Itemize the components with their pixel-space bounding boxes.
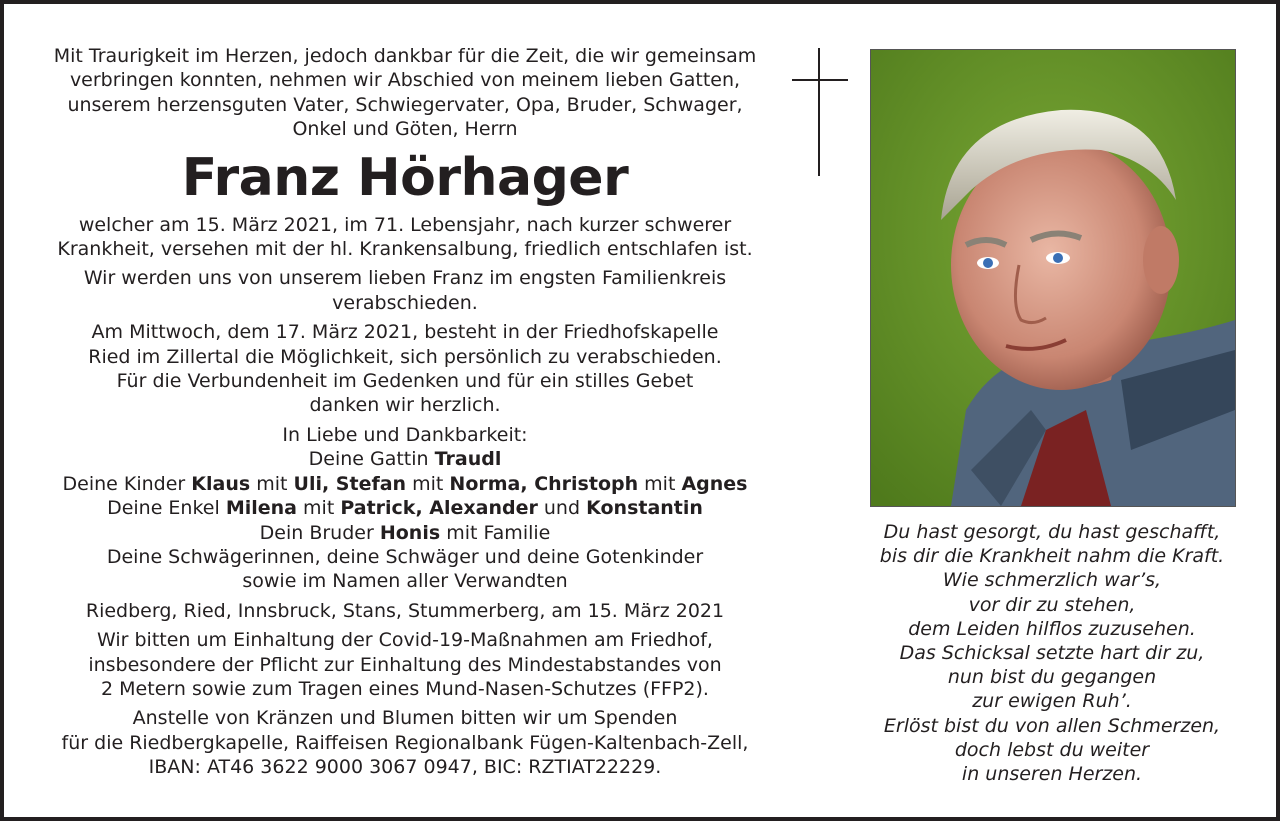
poem-line: vor dir zu stehen, [968, 593, 1136, 616]
farewell-notice [30, 266, 780, 315]
connector-word: und [543, 497, 581, 520]
intro-line: verbringen konnten, nehmen wir Abschied von meinem lieben Gatten, [69, 69, 741, 92]
wife-prefix: Deine Gattin [308, 448, 429, 471]
poem-line: bis dir die Krankheit nahm die Kraft. [879, 545, 1225, 568]
intro-line: Onkel und Göten, Herrn [292, 118, 518, 141]
ceremony-line: Am Mittwoch, dem 17. März 2021, besteht in der Friedhofskapelle [91, 321, 719, 344]
poem-line: zur ewigen Ruh’. [972, 690, 1132, 713]
covid-line: Wir bitten um Einhaltung der Covid-19-Maßnahmen am Friedhof, [97, 629, 713, 652]
covid-line: 2 Metern sowie zum Tragen eines Mund-Nasen-Schutzes (FFP2). [101, 677, 709, 700]
death-notice-line: Krankheit, versehen mit der hl. Krankensalbung, friedlich entschlafen ist. [57, 238, 753, 261]
brother-suffix: mit Familie [446, 521, 551, 544]
death-notice-line: welcher am 15. März 2021, im 71. Lebensjahr, nach kurzer schwerer [78, 213, 732, 236]
child-name: Uli, Stefan [293, 472, 407, 495]
death-notice [30, 213, 780, 262]
children-prefix: Deine Kinder [62, 472, 186, 495]
poem-line: in unseren Herzen. [961, 763, 1143, 786]
cross-vertical-bar [818, 48, 820, 176]
relatives-line: sowie im Namen aller Verwandten [242, 570, 568, 593]
ceremony-line: danken wir herzlich. [309, 394, 501, 417]
mourners-heading: In Liebe und Dankbarkeit: [282, 423, 528, 446]
brother-name: Honis [379, 521, 441, 544]
ceremony-line: Ried im Zillertal die Möglichkeit, sich persönlich zu verabschieden. [88, 345, 722, 368]
poem-line: Das Schicksal setzte hart dir zu, [899, 642, 1205, 665]
poem-line: nun bist du gegangen [947, 666, 1157, 689]
grandchild-name: Konstantin [586, 497, 703, 520]
covid-line: insbesondere der Pflicht zur Einhaltung des Mindestabstandes von [88, 653, 722, 676]
mourners-list [30, 423, 780, 594]
connector-word: mit [644, 472, 676, 495]
farewell-line: Wir werden uns von unserem lieben Franz im engsten Familienkreis [83, 267, 727, 290]
brother-prefix: Dein Bruder [259, 521, 374, 544]
portrait-illustration [871, 50, 1235, 506]
deceased-name: Franz Hörhager [181, 147, 629, 208]
child-name: Klaus [191, 472, 251, 495]
inlaws-line: Deine Schwägerinnen, deine Schwäger und deine Gotenkinder [106, 545, 704, 568]
intro-line: unserem herzensguten Vater, Schwiegervater, Opa, Bruder, Schwager, [67, 93, 743, 116]
intro-text [30, 44, 780, 142]
child-name: Agnes [681, 472, 748, 495]
grandchildren-prefix: Deine Enkel [107, 497, 220, 520]
portrait-photo [870, 49, 1236, 507]
poem-line: dem Leiden hilflos zuzusehen. [908, 617, 1196, 640]
donation-line: Anstelle von Kränzen und Blumen bitten wir um Spenden [132, 707, 678, 730]
donation-notice [30, 706, 780, 779]
ceremony-line: Für die Verbundenheit im Gedenken und für ein stilles Gebet [116, 370, 694, 393]
donation-line: für die Riedbergkapelle, Raiffeisen Regionalbank Fügen-Kaltenbach-Zell, [61, 731, 749, 754]
connector-word: mit [412, 472, 444, 495]
donation-line: IBAN: AT46 3622 9000 3067 0947, BIC: RZTIAT22229. [148, 756, 662, 779]
child-name: Norma, Christoph [449, 472, 639, 495]
memorial-poem [860, 520, 1244, 786]
intro-line: Mit Traurigkeit im Herzen, jedoch dankbar für die Zeit, die wir gemeinsam [53, 45, 757, 67]
connector-word: mit [256, 472, 288, 495]
poem-line: Du hast gesorgt, du hast geschafft, [883, 521, 1221, 543]
poem-line: doch lebst du weiter [954, 738, 1150, 761]
ceremony-notice [30, 320, 780, 418]
grandchild-name: Patrick, Alexander [340, 497, 538, 520]
poem-line: Wie schmerzlich war’s, [942, 569, 1162, 592]
obituary-text-column [30, 44, 780, 785]
wife-name: Traudl [434, 448, 502, 471]
grandchild-name: Milena [225, 497, 297, 520]
cross-icon [792, 48, 848, 178]
place-date: Riedberg, Ried, Innsbruck, Stans, Stummerberg, am 15. März 2021 [85, 599, 725, 622]
cross-horizontal-bar [792, 79, 848, 81]
poem-line: Erlöst bist du von allen Schmerzen, [883, 714, 1221, 737]
farewell-line: verabschieden. [332, 291, 478, 314]
connector-word: mit [303, 497, 335, 520]
covid-notice [30, 628, 780, 701]
